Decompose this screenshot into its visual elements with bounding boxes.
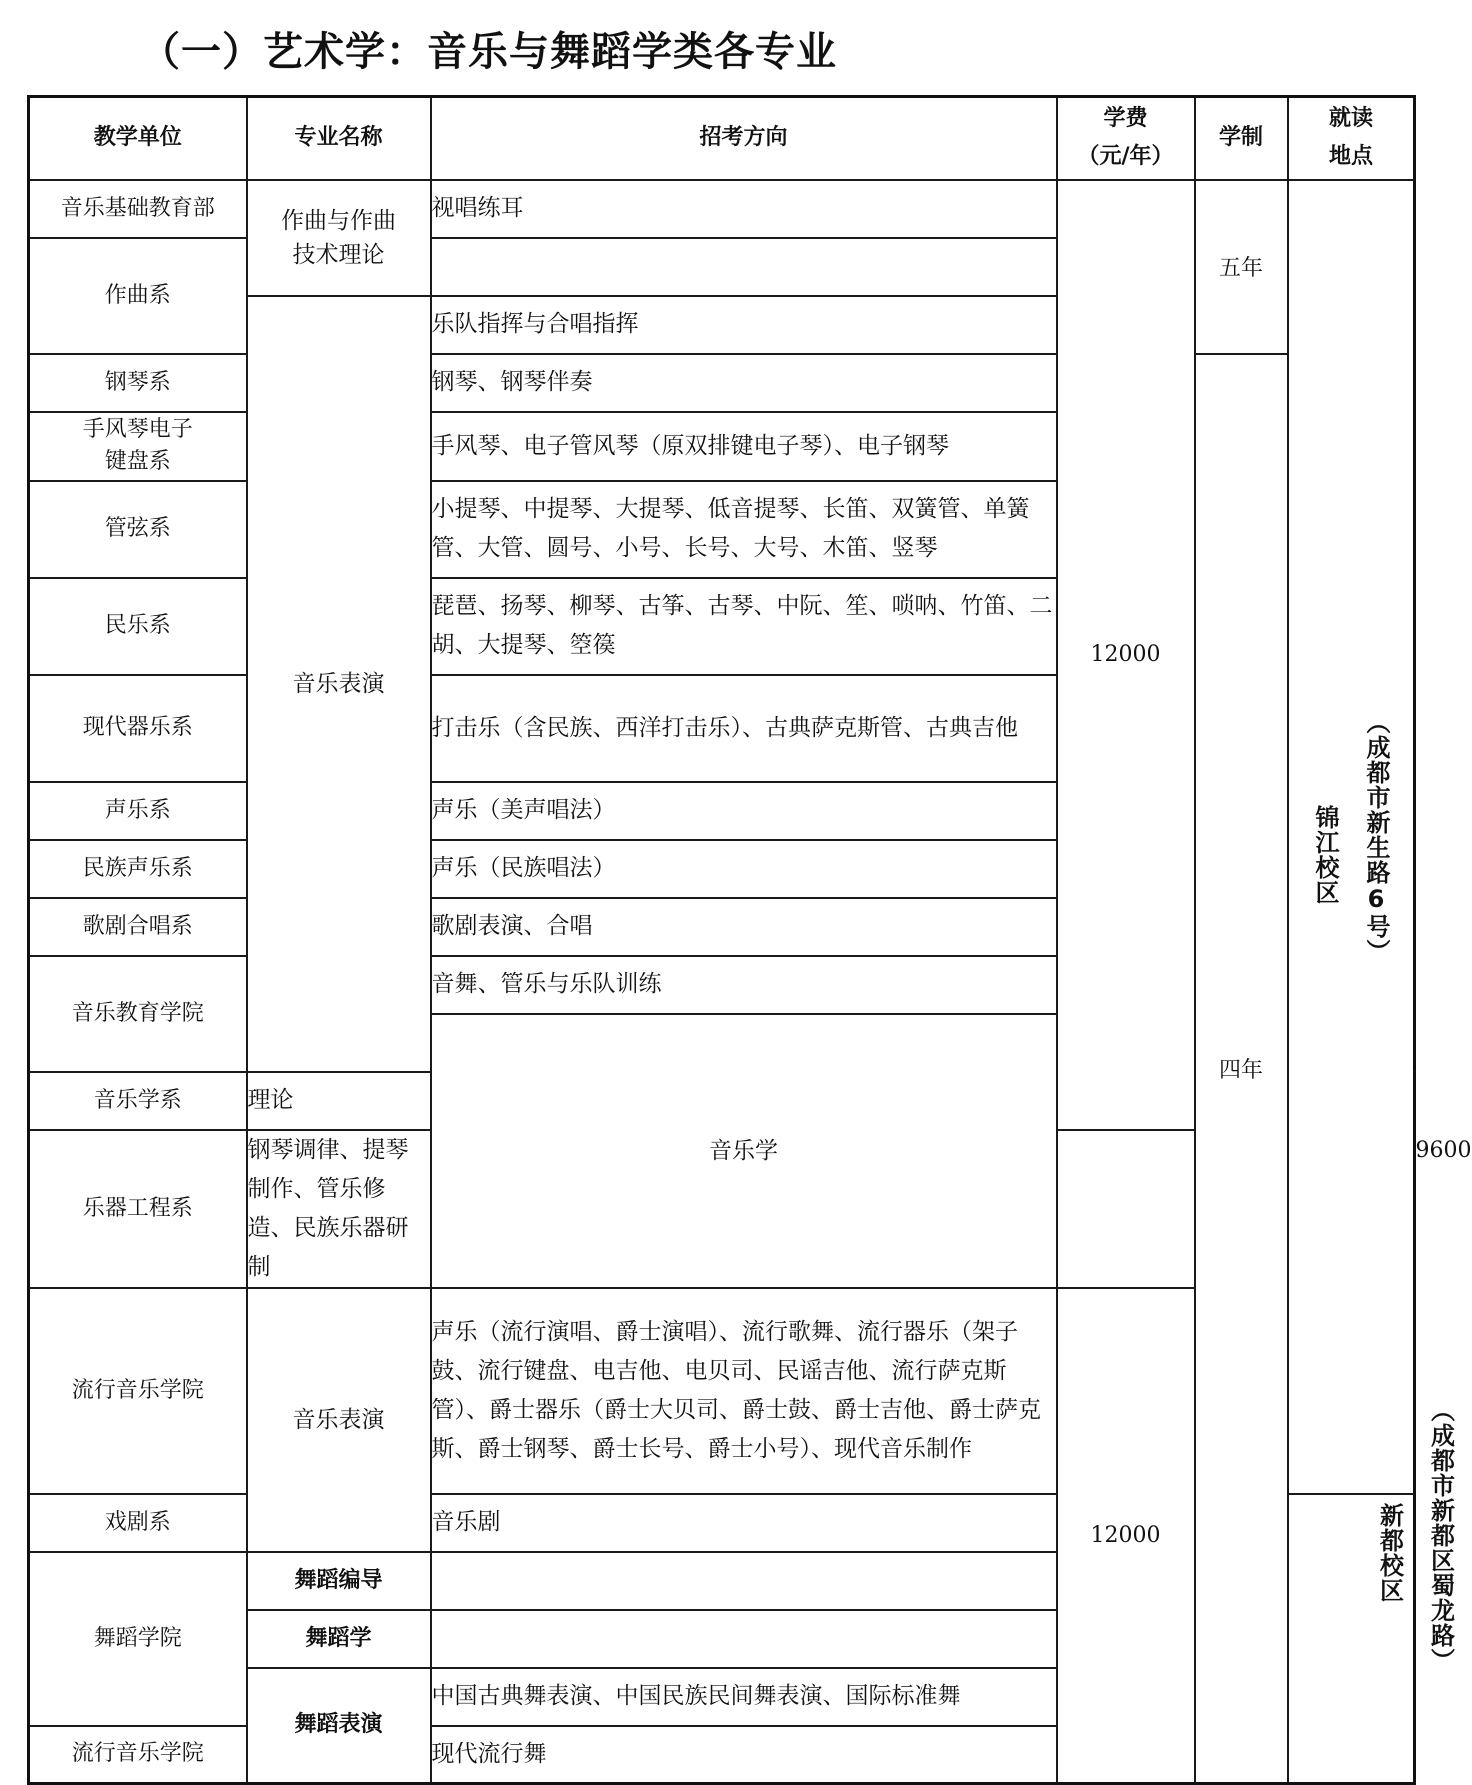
header-fee: 学费 （元/年） (1057, 97, 1195, 180)
header-major: 专业名称 (247, 97, 431, 180)
unit-cell: 音乐学系 (29, 1072, 247, 1130)
header-duration: 学制 (1195, 97, 1288, 180)
direction-cell: 打击乐（含民族、西洋打击乐）、古典萨克斯管、古典吉他 (431, 675, 1057, 782)
direction-cell: 歌剧表演、合唱 (431, 898, 1057, 956)
direction-cell: 手风琴、电子管风琴（原双排键电子琴）、电子钢琴 (431, 412, 1057, 481)
direction-cell: 琵琶、扬琴、柳琴、古筝、古琴、中阮、笙、唢呐、竹笛、二胡、大提琴、箜篌 (431, 578, 1057, 675)
unit-cell: 民族声乐系 (29, 840, 247, 898)
fee-cell: 12000 (1057, 1288, 1195, 1784)
direction-cell: 声乐（美声唱法） (431, 782, 1057, 840)
unit-cell: 民乐系 (29, 578, 247, 675)
unit-cell: 歌剧合唱系 (29, 898, 247, 956)
unit-cell: 管弦系 (29, 481, 247, 578)
major-cell: 舞蹈编导 (247, 1552, 431, 1610)
enrollment-table (27, 95, 1472, 1785)
location-address: （成都市新生路6号） (1362, 709, 1390, 964)
unit-cell: 流行音乐学院 (29, 1726, 247, 1784)
unit-cell: 流行音乐学院 (29, 1288, 247, 1494)
direction-cell: 音乐剧 (431, 1494, 1057, 1552)
direction-cell (431, 1610, 1057, 1668)
major-cell: 作曲与作曲 技术理论 (247, 180, 431, 296)
unit-cell: 手风琴电子 键盘系 (29, 412, 247, 481)
page-title: （一）艺术学：音乐与舞蹈学类各专业 (140, 29, 837, 75)
direction-cell: 小提琴、中提琴、大提琴、低音提琴、长笛、双簧管、单簧管、大管、圆号、小号、长号、大号、木笛、竖琴 (431, 481, 1057, 578)
table-row (29, 180, 1415, 238)
header-direction: 招考方向 (431, 97, 1057, 180)
direction-cell (431, 238, 1057, 296)
major-cell: 音乐表演 (247, 1288, 431, 1552)
unit-cell: 现代器乐系 (29, 675, 247, 782)
unit-cell: 音乐教育学院 (29, 956, 247, 1072)
direction-cell: 钢琴调律、提琴制作、管乐修造、民族乐器研制 (247, 1130, 431, 1288)
location-name: 锦江校区 (1311, 804, 1339, 905)
direction-cell: 理论 (247, 1072, 431, 1130)
major-cell: 舞蹈表演 (247, 1668, 431, 1784)
direction-cell: 音舞、管乐与乐队训练 (431, 956, 1057, 1014)
major-cell: 音乐表演 (247, 296, 431, 1072)
location-address: （成都市新都区蜀龙路） (1426, 1397, 1455, 1673)
direction-cell (431, 1552, 1057, 1610)
header-row (29, 97, 1415, 180)
major-cell: 舞蹈学 (247, 1610, 431, 1668)
unit-cell: 乐器工程系 (29, 1130, 247, 1288)
direction-cell: 现代流行舞 (431, 1726, 1057, 1784)
unit-cell: 舞蹈学院 (29, 1552, 247, 1726)
table-row (29, 354, 1415, 412)
direction-cell: 钢琴、钢琴伴奏 (431, 354, 1057, 412)
unit-cell: 钢琴系 (29, 354, 247, 412)
header-unit: 教学单位 (29, 97, 247, 180)
unit-cell: 声乐系 (29, 782, 247, 840)
duration-cell: 四年 (1195, 354, 1288, 1784)
unit-cell: 音乐基础教育部 (29, 180, 247, 238)
direction-cell: 声乐（民族唱法） (431, 840, 1057, 898)
direction-cell: 声乐（流行演唱、爵士演唱）、流行歌舞、流行器乐（架子鼓、流行键盘、电吉他、电贝司、民谣吉他、流行萨克斯管）、爵士器乐（爵士大贝司、爵士鼓、爵士吉他、爵士萨克斯、爵士钢琴、爵士长号、爵士小号）、现代音乐制作 (431, 1288, 1057, 1494)
direction-cell: 视唱练耳 (431, 180, 1057, 238)
location-cell-jinjiang (1288, 180, 1415, 1494)
unit-cell: 戏剧系 (29, 1494, 247, 1552)
fee-cell: 12000 (1057, 180, 1195, 1130)
location-name: 新都校区 (1375, 1503, 1404, 1604)
duration-cell: 五年 (1195, 180, 1288, 354)
unit-cell: 作曲系 (29, 238, 247, 354)
table-row: 音乐学 9600 (29, 1014, 1415, 1072)
header-location: 就读 地点 (1288, 97, 1415, 180)
major-cell: 音乐学 (431, 1014, 1057, 1288)
direction-cell: 乐队指挥与合唱指挥 (431, 296, 1057, 354)
direction-cell: 中国古典舞表演、中国民族民间舞表演、国际标准舞 (431, 1668, 1057, 1726)
